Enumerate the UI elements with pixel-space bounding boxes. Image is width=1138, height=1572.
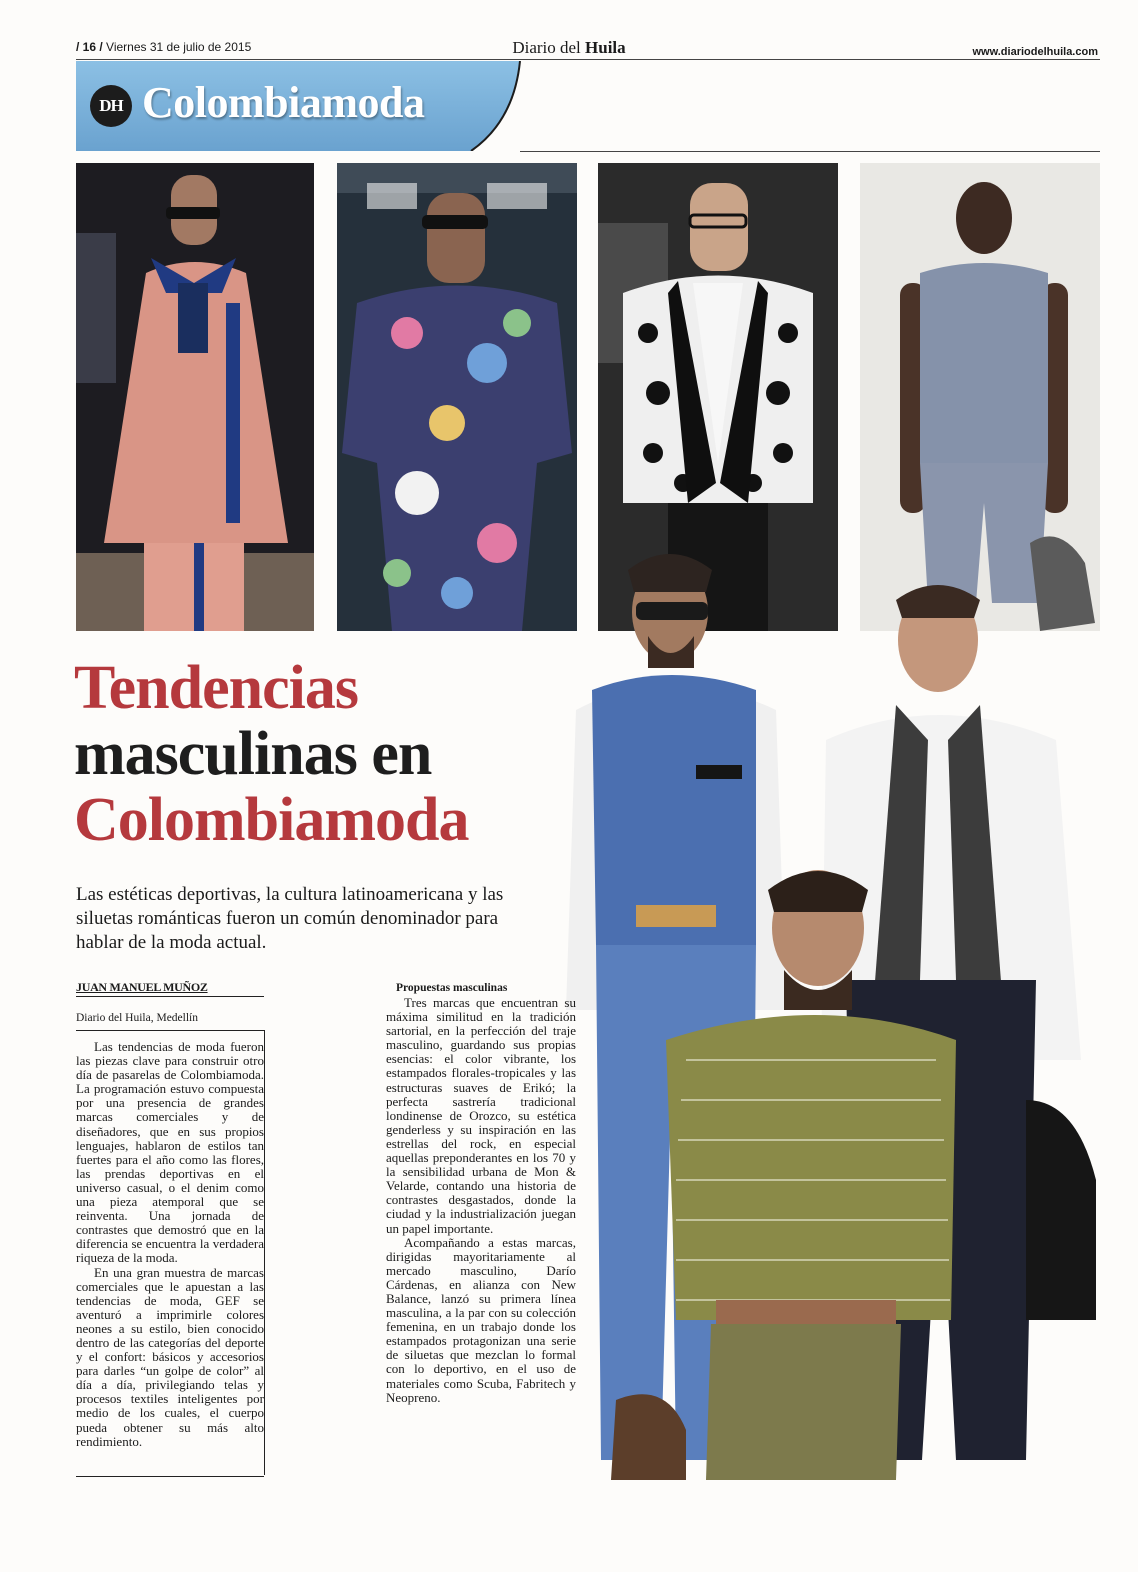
headline-line-1: Tendencias [74,654,359,722]
section-divider [520,151,1100,152]
runway-photo-pink-suit [76,163,314,631]
subheading: Propuestas masculinas [396,982,508,994]
headline [74,655,574,853]
header-divider [76,59,1100,60]
body-column-2 [386,996,576,1405]
body-paragraph: Tres marcas que encuentran su máxima similitud en la tradición sartorial, en la perfección del traje masculino, guardando sus propias esencias: el color vibrante, los estampados florales-tropicales y las estructuras suaves de Erikó; la perfecta sastrería tradicional londinense de Orozco, su estética genderless y su inspiración en las estrellas del rock, en especial aquellas preponderantes en los 70 y la sensibilidad urbana de Mon & Velarde, contando una historia de contrastes desgastados, donde la ciudad y la industrialización juegan un papel importante. [386,995,576,1236]
newspaper-name-prefix: Diario del [512,38,586,57]
body-paragraph: Las tendencias de moda fueron las piezas clave para construir otro día de pasarelas de Colombiamoda. La programación estuvo compuesta por una presencia de grandes marcas comerciales y de diseñadores, que en sus propios lenguajes, hablaron de estilos tan fuertes para el año como las flores, las prendas deportivas en el universo casual, o el denim como una pieza atemporal que se reinventa. Una jornada de contrastes que demostró que en la diferencia se encuentra la verdadera riqueza de la moda. [76,1039,264,1266]
article-deck: Las estéticas deportivas, la cultura latinoamericana y las siluetas románticas fueron un común denominador para hablar de la moda actual. [76,884,504,953]
body-paragraph: Acompañando a estas marcas, dirigidas mayoritariamente al mercado masculino, Darío Cárdenas, en alianza con New Balance, lanzó su primera línea masculina, a la par con su colección femenina, en un trabajo donde los estampados protagonizan una serie de siluetas que mezclan lo formal con lo deportivo, en el uso de materiales como Scuba, Fabritech y Neopreno. [386,1234,576,1405]
dateline: Diario del Huila, Medellín [76,1012,198,1024]
dateline-divider [76,1030,264,1031]
body-paragraph: En una gran muestra de marcas comerciales que le apuestan a las tendencias de moda, GEF se aventuró a imprimirle colores neones a su estilo, bien conocido dentro de las categorías del deporte y el confort: básicos y accesorios para darles “un golpe de color” al día a día, privilegiando telas y procesos textiles inteligentes por medio de los cuales, el cuerpo pueda obtener su más alto rendimiento. [76,1264,264,1449]
body-column-1 [76,1040,264,1449]
issue-date: Viernes 31 de julio de 2015 [106,40,252,54]
author-byline: JUAN MANUEL MUÑOZ [76,980,208,994]
website-url[interactable]: www.diariodelhuila.com [972,46,1098,58]
headline-line-3: Colombiamoda [74,786,469,854]
section-title: Colombiamoda [142,78,425,127]
column-divider [264,1030,265,1475]
section-banner [76,61,526,151]
column-end-rule [76,1476,264,1477]
dh-logo-badge: DH [90,85,132,127]
runway-photo-group [556,540,1100,1480]
headline-line-2: masculinas en [74,720,432,788]
newspaper-name-bold: Huila [585,38,626,57]
newspaper-name [0,38,1138,58]
page-number: / 16 / [76,40,103,54]
byline-divider [76,996,264,997]
runway-photo-floral-set [337,163,577,631]
